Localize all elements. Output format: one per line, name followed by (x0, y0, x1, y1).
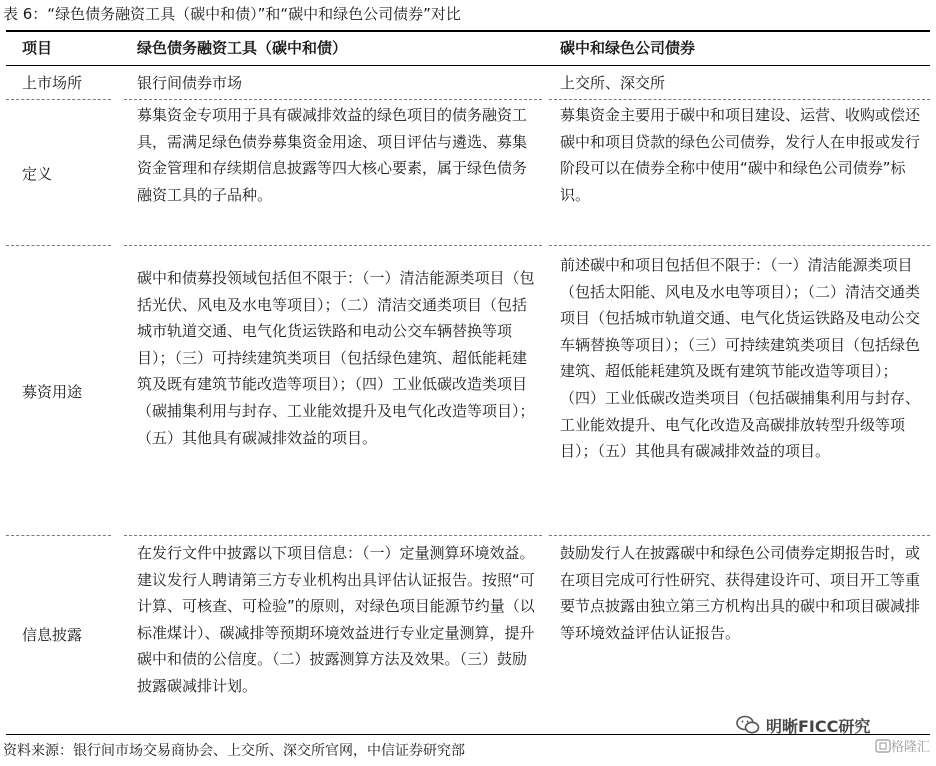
row-divider (6, 99, 111, 100)
logo-text: 格隆汇 (890, 740, 930, 755)
cell-definition-col2: 募集资金主要用于碳中和项目建设、运营、收购或偿还碳中和项目贷款的绿色公司债券，发行人在申报或发行阶段可以在债券全称中使用“碳中和绿色公司债券”标识。 (560, 106, 921, 204)
row-divider (6, 245, 111, 246)
row-divider (549, 99, 930, 100)
header-carbon-bond: 碳中和绿色公司债券 (560, 39, 696, 57)
cell-listing-col1: 银行间债券市场 (137, 74, 243, 92)
watermark (736, 712, 870, 738)
header-rule (6, 65, 930, 66)
row-divider (124, 535, 542, 536)
gelonghui-logo-icon (875, 739, 891, 753)
cell-use-col2: 前述碳中和项目包括但不限于：（一）清洁能源类项目（包括太阳能、风电及水电等项目）；（二）清洁交通类项目（包括城市轨道交通、电气化货运铁路及电动公交车辆替换等项目）；（三）可持续建筑类项目（包括绿色建筑、超低能耗建筑及既有建筑节能改造等项目）；（四）工业低碳改造类项目（包括碳捕集利用与封存、工业能效提升、电气化改造及高碳排放转型升级等项目）；（五）其他具有碳减排效益的项目。 (560, 256, 921, 461)
watermark-text: 明晰FICC研究 (766, 716, 871, 736)
row-divider (549, 245, 930, 246)
table-top-rule (6, 30, 930, 32)
row-label-listing: 上市场所 (22, 74, 83, 92)
cell-definition-col1: 募集资金专项用于具有碳减排效益的绿色项目的债务融资工具，需满足绿色债券募集资金用途、项目评估与遴选、募集资金管理和存续期信息披露等四大核心要素，属于绿色债务融资工具的子品种。 (137, 106, 528, 204)
row-label-use-of-proceeds: 募资用途 (22, 383, 83, 401)
row-divider (6, 535, 111, 536)
cell-listing-col2: 上交所、深交所 (560, 74, 666, 92)
table-caption: 表 6：“绿色债务融资工具（碳中和债）”和“碳中和绿色公司债券”对比 (3, 5, 461, 23)
cell-use-col1: 碳中和债募投领域包括但不限于：（一）清洁能源类项目（包括光伏、风电及水电等项目）；（二）清洁交通类项目（包括城市轨道交通、电气化货运铁路和电动公交车辆替换等项目）；（三）可持续建筑类项目（包括绿色建筑、超低能耗建筑及既有建筑节能改造等项目）；（四）工业低碳改造类项目（碳捕集利用与封存、工业能效提升及电气化改造等项目）；（五）其他具有碳减排效益的项目。 (137, 269, 535, 447)
cell-disclosure-col1: 在发行文件中披露以下项目信息：（一）定量测算环境效益。建议发行人聘请第三方专业机构出具评估认证报告。按照“可计算、可核查、可检验”的原则，对绿色项目能源节约量（以标准煤计）、碳减排等预期环境效益进行专业定量测算，提升碳中和债的公信度。（二）披露测算方法及效果。（三）鼓励披露碳减排计划。 (137, 544, 535, 695)
row-label-disclosure: 信息披露 (22, 626, 83, 644)
row-label-definition: 定义 (22, 165, 53, 183)
cell-disclosure-col2: 鼓励发行人在披露碳中和绿色公司债券定期报告时，或在项目完成可行性研究、获得建设许可、项目开工等重要节点披露由独立第三方机构出具的碳中和项目碳减排等环境效益评估认证报告。 (560, 544, 921, 642)
source-note: 资料来源：银行间市场交易商协会、上交所、深交所官网，中信证券研究部 (3, 743, 465, 759)
row-divider (549, 535, 930, 536)
row-divider (124, 245, 542, 246)
publisher-logo (875, 736, 930, 755)
header-green-debt: 绿色债务融资工具（碳中和债） (137, 39, 348, 57)
header-item: 项目 (22, 39, 53, 57)
row-divider (124, 99, 542, 100)
wechat-icon (736, 715, 760, 735)
